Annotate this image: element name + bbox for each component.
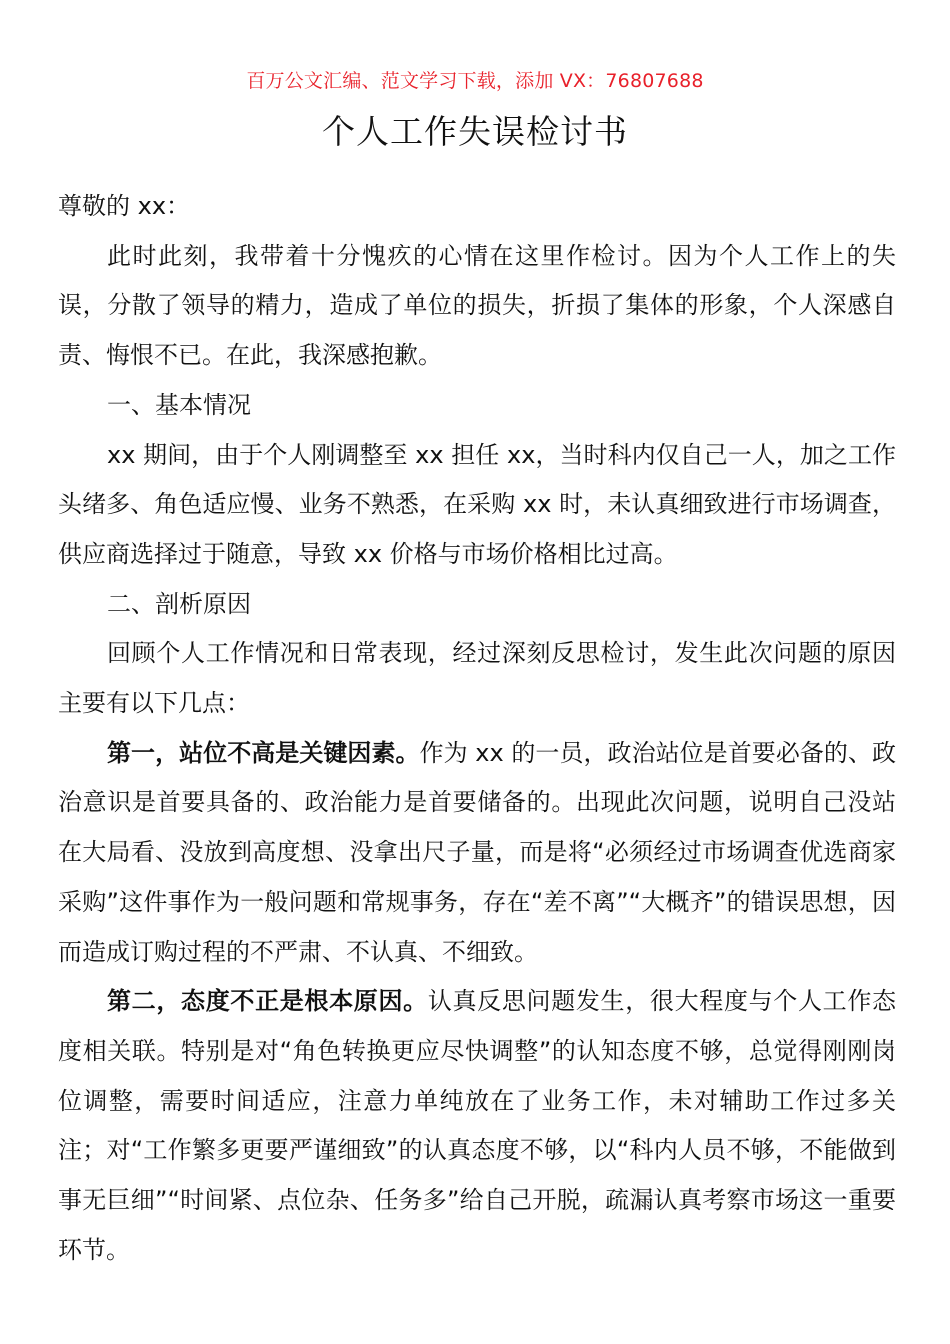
point-two-text: 认真反思问题发生，很大程度与个人工作态度相关联。特别是对“角色转换更应尽快调整”的认知态度不够，总觉得刚刚岗位调整，需要时间适应，注意力单纯放在了业务工作，未对辅助工作过多关注；对“工作繁多更要严谨细致”的认真态度不够，以“科内人员不够，不能做到事无巨细”“时间紧、点位杂、任务多”给自己开脱，疏漏认真考察市场这一重要环节。 (58, 987, 897, 1264)
situation-paragraph: xx 期间，由于个人刚调整至 xx 担任 xx，当时科内仅自己一人，加之工作头绪多、角色适应慢、业务不熟悉，在采购 xx 时，未认真细致进行市场调查，供应商选择过于随意，导致 xx 价格与市场价格相比过高。 (58, 440, 896, 568)
intro-paragraph: 此时此刻，我带着十分愧疚的心情在这里作检讨。因为个人工作上的失误，分散了领导的精力，造成了单位的损失，折损了集体的形象，个人深感自责、悔恨不已。在此，我深感抱歉。 (58, 241, 896, 370)
header-note: 百万公文汇编、范文学习下载，添加 VX：76807688 (246, 70, 704, 92)
analysis-intro-paragraph: 回顾个人工作情况和日常表现，经过深刻反思检讨，发生此次问题的原因主要有以下几点： (58, 639, 896, 718)
point-one-lead: 第一，站位不高是关键因素。 (107, 738, 420, 767)
point-one-text: 作为 xx 的一员，政治站位是首要必备的、政治意识是首要具备的、政治能力是首要储备的。出现此次问题，说明自己没站在大局看、没放到高度想、没拿出尺子量，而是将“必须经过市场调查优选商家采购”这件事作为一般问题和常规事务，存在“差不离”“大概齐”的错误思想，因而造成订购过程的不严肃、不认真、不细致。 (58, 738, 896, 966)
section-heading-basic-situation: 一、基本情况 (107, 390, 251, 419)
document-title: 个人工作失误检讨书 (322, 112, 628, 151)
salutation: 尊敬的 xx： (58, 192, 191, 220)
point-one-paragraph (58, 729, 896, 978)
point-two-paragraph (58, 977, 896, 1275)
section-heading-cause-analysis: 二、剖析原因 (107, 589, 251, 618)
point-two-lead: 第二，态度不正是根本原因。 (107, 987, 428, 1016)
document-body (58, 182, 896, 1275)
